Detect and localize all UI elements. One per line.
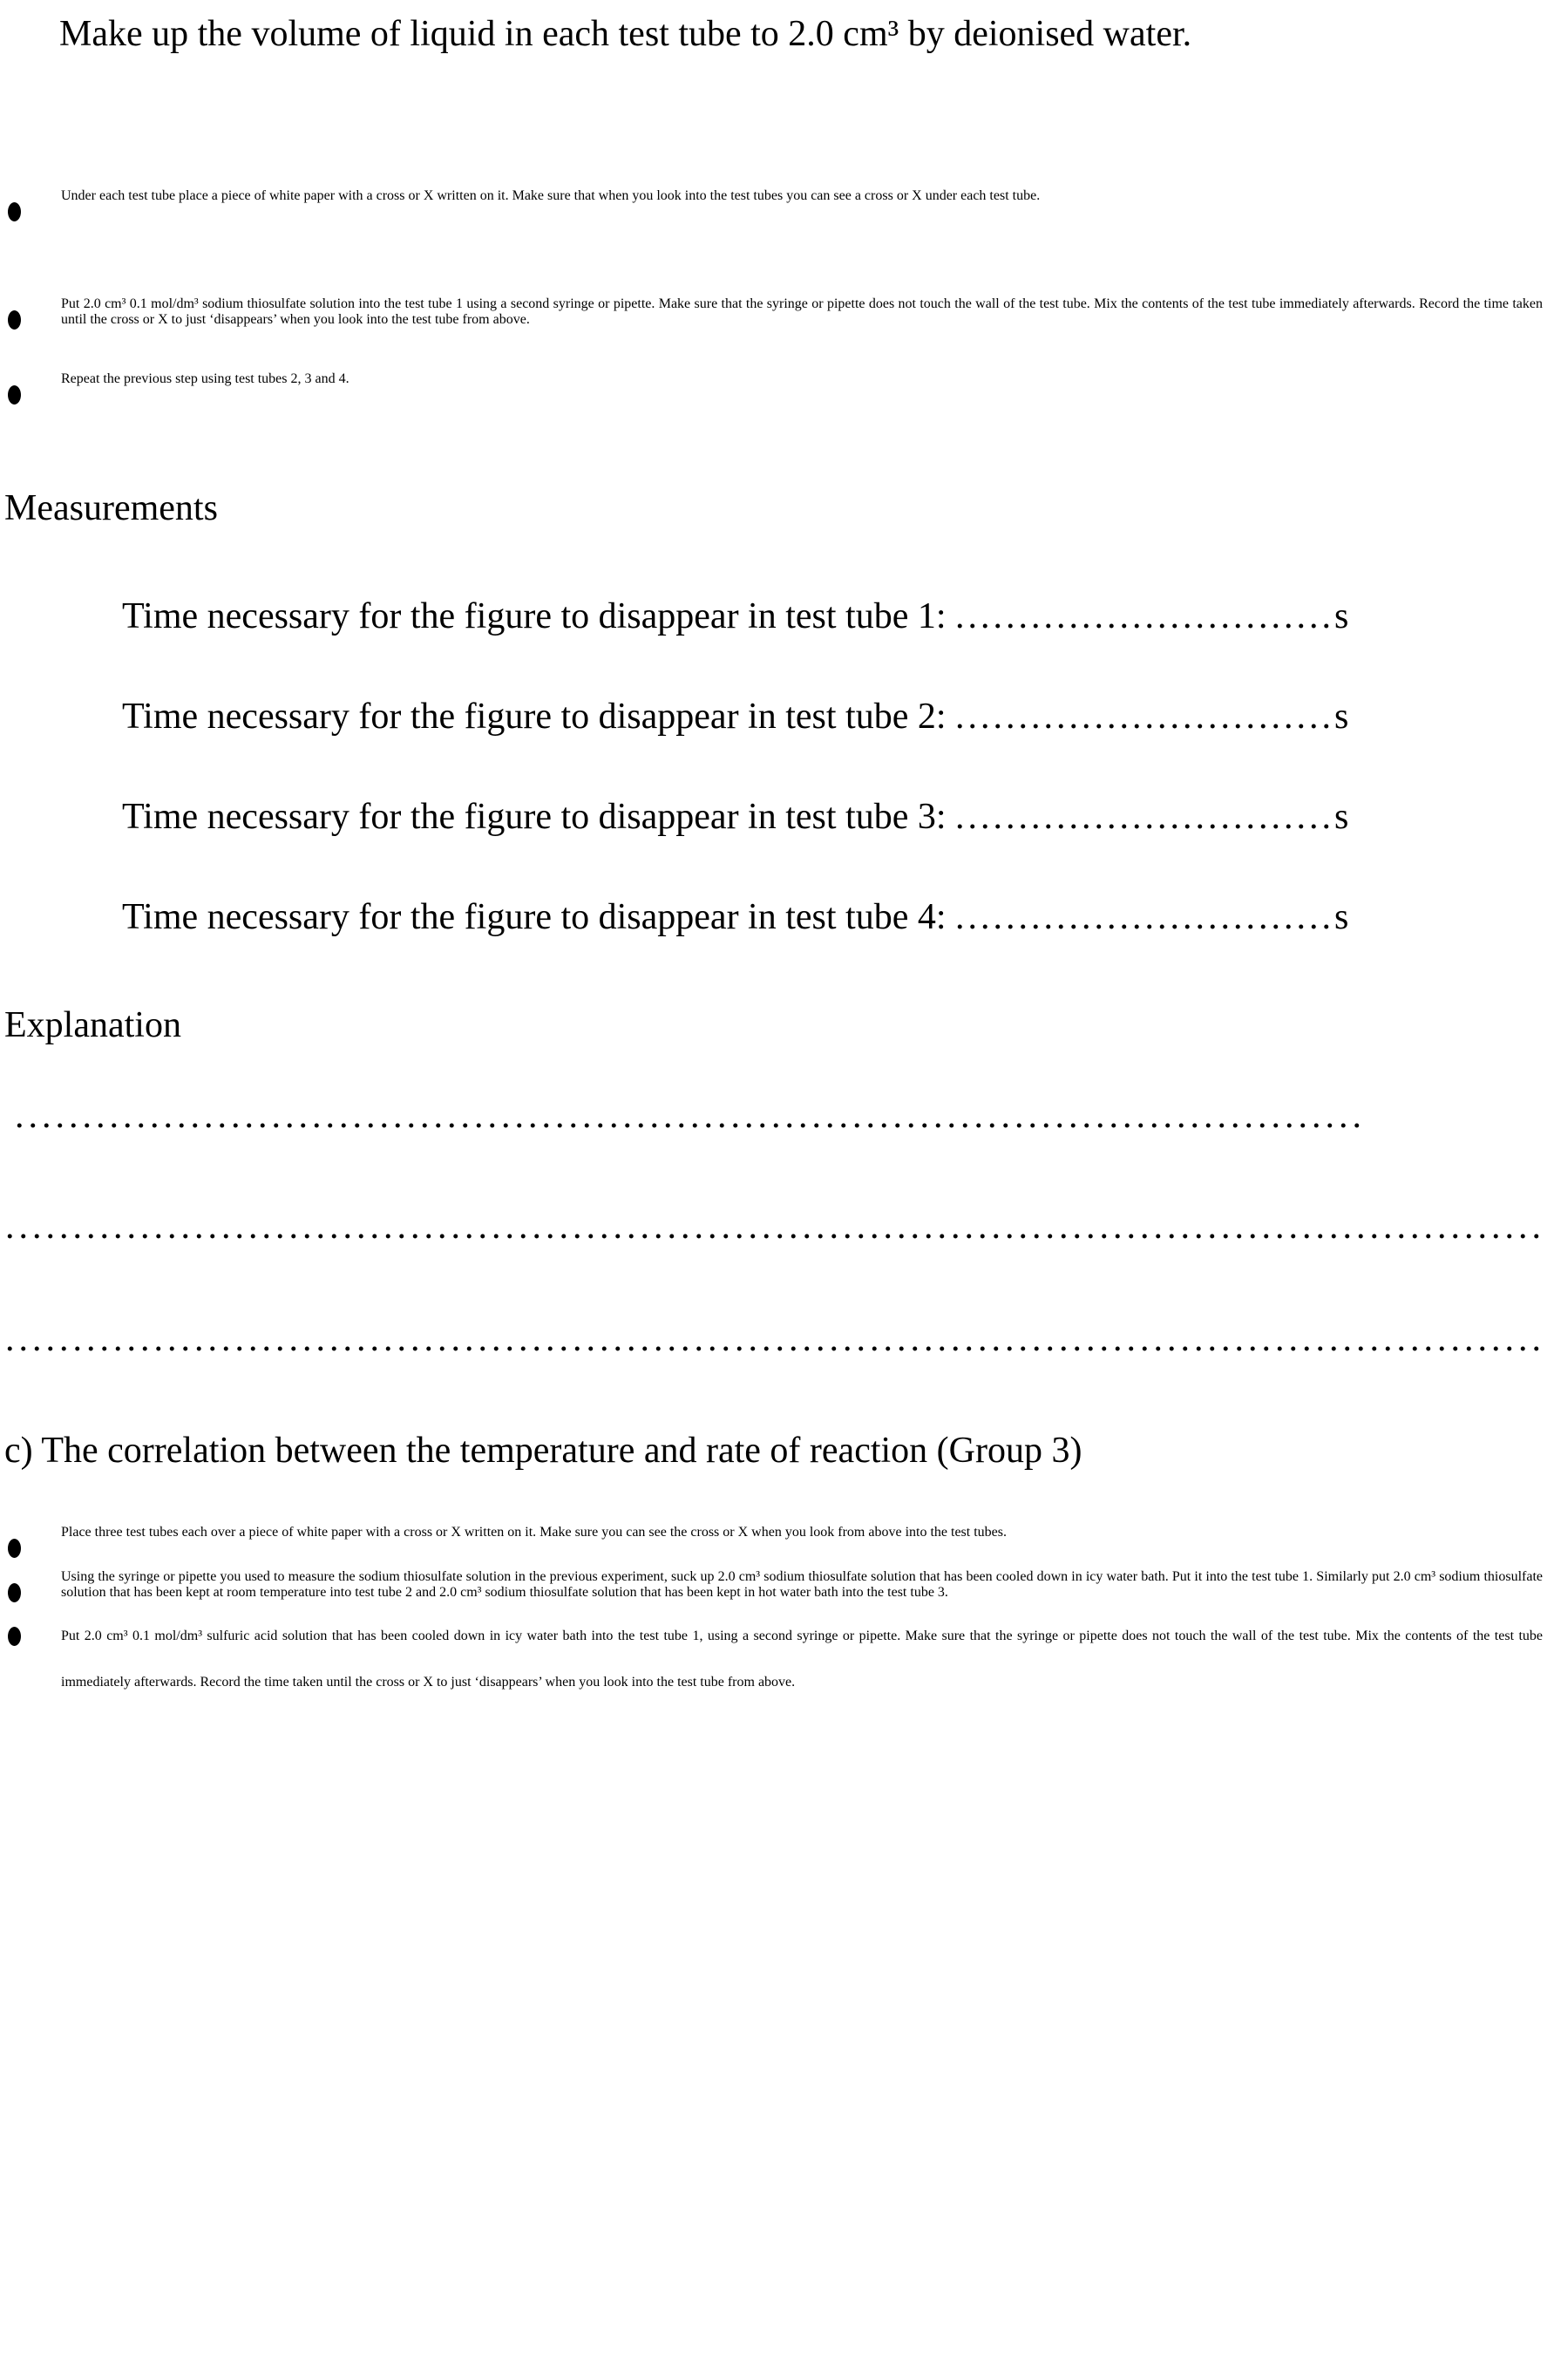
answer-blank-line-1	[15, 1092, 1554, 1139]
procedure-bullet-3	[0, 371, 1554, 387]
measurement-line-1-blank: ..............................	[955, 596, 1335, 636]
explanation-heading: Explanation	[4, 1005, 181, 1045]
measurement-line-1-label: Time necessary for the figure to disappear in test tube 1:	[122, 596, 956, 636]
answer-blank-line-1-dots: ....................................................................................................	[15, 1096, 1366, 1136]
measurement-line-2-label: Time necessary for the figure to disappear in test tube 2:	[122, 697, 956, 737]
measurement-line-1-unit: s	[1334, 596, 1349, 636]
measurement-line-4	[122, 894, 1554, 941]
measurement-line-2	[122, 693, 1554, 740]
bullet-icon	[8, 1627, 21, 1646]
answer-blank-line-2-dots: ..................................................................................................................	[5, 1207, 1545, 1247]
measurements-heading: Measurements	[4, 488, 218, 528]
measurement-line-3-label: Time necessary for the figure to disappear in test tube 3:	[122, 797, 956, 837]
procedure-bullet-1	[0, 188, 1554, 204]
measurement-line-2-unit: s	[1334, 697, 1349, 737]
section-c-bullet-2-text: Using the syringe or pipette you used to measure the sodium thiosulfate solution in the previous experiment, suck up 2.0 cm³ sodium thiosulfate solution that has been cooled down in icy water bath. Put it into the test tube 1. Similarly put 2.0 cm³ sodium thiosulfate solution that has been kept at room temperature into test tube 2 and 2.0 cm³ sodium thiosulfate solution that has been kept in hot water bath into the test tube 3.	[61, 1569, 1543, 1600]
measurement-line-1	[122, 593, 1554, 640]
measurement-line-3-blank: ..............................	[955, 797, 1335, 837]
procedure-bullet-2	[0, 296, 1554, 328]
section-c-bullet-3-text: Put 2.0 cm³ 0.1 mol/dm³ sulfuric acid solution that has been cooled down in icy water bath into the test tube 1, using a second syringe or pipette. Make sure that the syringe or pipette does not touch the wall of the test tube. Mix the contents of the test tube immediately afterwards. Record the time taken until the cross or X to just ‘disappears’ when you look into the test tube from above.	[61, 1629, 1543, 1690]
section-c-bullet-3	[0, 1613, 1554, 1705]
measurement-line-3	[122, 793, 1554, 840]
measurement-line-4-unit: s	[1334, 897, 1349, 937]
bullet-icon	[8, 202, 21, 221]
procedure-bullet-2-text: Put 2.0 cm³ 0.1 mol/dm³ sodium thiosulfate solution into the test tube 1 using a second syringe or pipette. Make sure that the syringe or pipette does not touch the wall of the test tube. Mix the contents of the test tube immediately afterwards. Record the time taken until the cross or X to just ‘disappears’ when you look into the test tube from above.	[61, 296, 1543, 327]
answer-blank-line-3-dots: ..................................................................................................................	[5, 1319, 1545, 1359]
measurement-line-4-label: Time necessary for the figure to disappear in test tube 4:	[122, 897, 956, 937]
bullet-icon	[8, 1583, 21, 1602]
section-c-bullet-1-text: Place three test tubes each over a piece of white paper with a cross or X written on it. Make sure you can see the cross or X when you look from above into the test tubes.	[61, 1525, 1007, 1540]
procedure-bullet-3-text: Repeat the previous step using test tubes 2, 3 and 4.	[61, 371, 349, 386]
procedure-bullet-1-text: Under each test tube place a piece of white paper with a cross or X written on it. Make sure that when you look into the test tubes you can see a cross or X under each test tube.	[61, 188, 1041, 203]
section-c-heading: c) The correlation between the temperature and rate of reaction (Group 3)	[4, 1431, 1082, 1471]
bullet-icon	[8, 310, 21, 330]
intro-line: Make up the volume of liquid in each test tube to 2.0 cm³ by deionised water.	[59, 14, 1192, 54]
section-c-bullet-1	[0, 1525, 1554, 1540]
section-c-bullet-2	[0, 1569, 1554, 1601]
bullet-icon	[8, 385, 21, 405]
measurement-line-4-blank: ..............................	[955, 897, 1335, 937]
measurement-line-2-blank: ..............................	[955, 697, 1335, 737]
measurement-line-3-unit: s	[1334, 797, 1349, 837]
answer-blank-line-2	[5, 1203, 1554, 1250]
bullet-icon	[8, 1539, 21, 1558]
answer-blank-line-3	[5, 1316, 1554, 1363]
